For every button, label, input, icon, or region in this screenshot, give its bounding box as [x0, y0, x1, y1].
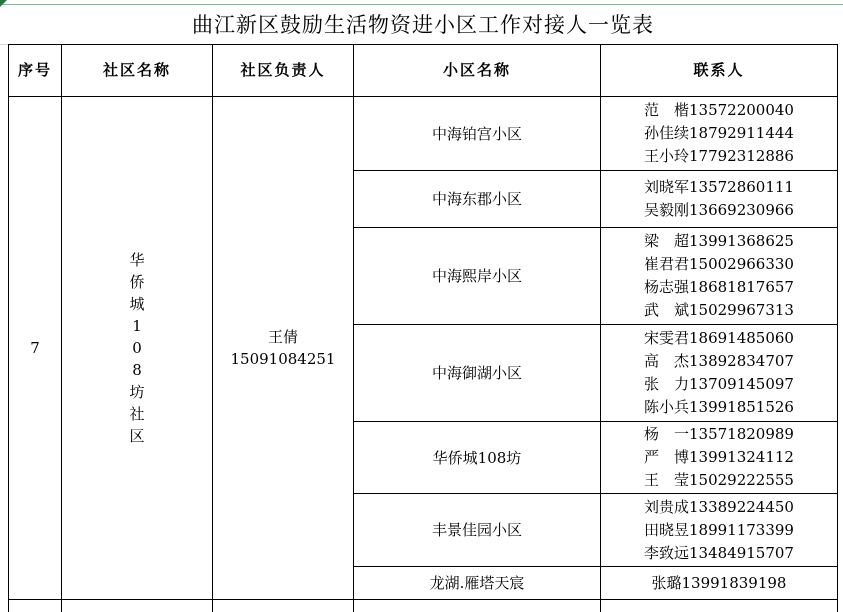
community-char: 1	[132, 317, 142, 335]
estate-name-cell: 中海御湖小区	[354, 325, 601, 422]
contact-entry: 杨 一13571820989	[644, 425, 794, 443]
community-char: 城	[129, 295, 145, 313]
community-char: 0	[132, 339, 142, 357]
estate-name-cell: 华侨城108坊	[354, 422, 601, 494]
contact-entry: 王小玲17792312886	[644, 147, 794, 165]
estate-contacts-cell	[601, 325, 838, 422]
community-char: 侨	[129, 273, 145, 291]
header-seq: 序号	[8, 44, 62, 97]
estate-contacts-cell	[601, 171, 838, 228]
header-contact: 联系人	[601, 44, 838, 97]
next-row-seq	[8, 600, 62, 612]
contact-entry: 张 力13709145097	[644, 375, 794, 393]
leader-phone: 15091084251	[230, 350, 336, 368]
next-row-community	[62, 600, 213, 612]
next-row-estate	[354, 600, 601, 612]
estate-name-cell: 中海熙岸小区	[354, 228, 601, 325]
contact-entry: 王 莹15029222555	[644, 471, 794, 489]
contact-entry: 张璐13991839198	[651, 573, 787, 592]
contact-entry: 孙佳续18792911444	[644, 124, 794, 142]
estate-name-cell: 中海东郡小区	[354, 171, 601, 228]
community-char: 区	[129, 427, 145, 445]
contact-entry: 崔君君15002966330	[644, 255, 794, 273]
community-char: 8	[132, 361, 142, 379]
next-row-contact	[601, 600, 838, 612]
estate-contacts-cell	[601, 97, 838, 171]
header-leader: 社区负责人	[213, 44, 354, 97]
contact-entry: 杨志强18681817657	[644, 278, 794, 296]
estate-contacts-cell	[601, 228, 838, 325]
header-estate: 小区名称	[354, 44, 601, 97]
estate-contacts-cell	[601, 422, 838, 494]
contact-entry: 田晓昱18991173399	[644, 520, 794, 539]
contact-entry: 武 斌15029967313	[644, 301, 794, 319]
contact-entry: 吴毅刚13669230966	[644, 201, 794, 219]
contact-entry: 刘晓军13572860111	[644, 178, 794, 196]
contact-entry: 李致远13484915707	[644, 543, 794, 562]
contact-entry: 严 博13991324112	[644, 448, 794, 466]
contact-entry: 高 杰13892834707	[644, 352, 794, 370]
community-char: 坊	[129, 383, 145, 401]
seq-cell: 7	[8, 97, 62, 600]
edge-gridline	[0, 44, 8, 45]
contact-entry: 宋雯君18691485060	[644, 329, 794, 347]
community-char: 社	[129, 405, 145, 423]
estate-contacts-cell	[601, 494, 838, 567]
leader-cell	[213, 97, 354, 600]
estate-contacts-cell	[601, 567, 838, 600]
table-title: 曲江新区鼓励生活物资进小区工作对接人一览表	[8, 4, 838, 45]
community-char: 华	[129, 251, 145, 269]
contact-entry: 刘贵成13389224450	[644, 497, 794, 516]
header-community: 社区名称	[62, 44, 213, 97]
estate-name-cell: 丰景佳园小区	[354, 494, 601, 567]
next-row-leader	[213, 600, 354, 612]
contact-entry: 陈小兵13991851526	[644, 398, 794, 416]
estate-name-cell: 中海铂宫小区	[354, 97, 601, 171]
community-name-cell	[62, 97, 213, 600]
leader-name: 王倩	[267, 328, 298, 346]
contact-entry: 梁 超13991368625	[644, 232, 794, 250]
contact-entry: 范 楷13572200040	[644, 101, 794, 119]
estate-name-cell: 龙湖.雁塔天宸	[354, 567, 601, 600]
